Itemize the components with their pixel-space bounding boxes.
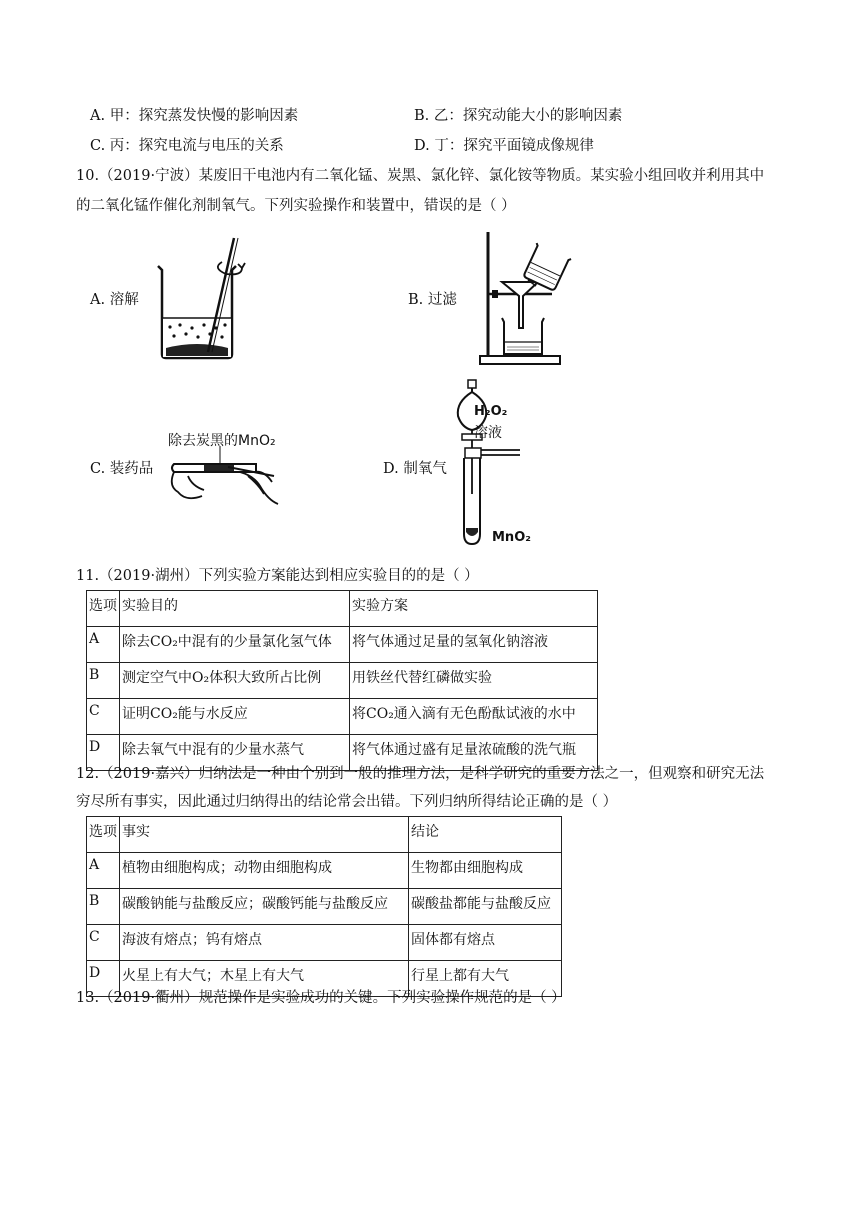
label-mno2-catalyst: MnO₂ [492, 530, 531, 545]
table-cell: 碳酸盐都能与盐酸反应 [409, 889, 562, 925]
table-cell: 行星上都有大气 [409, 961, 562, 997]
loading-reagent-illustration [168, 446, 284, 508]
table-cell: 植物由细胞构成；动物由细胞构成 [120, 853, 409, 889]
table-cell: C [87, 925, 120, 961]
q11-stem: 11.（2019·湖州）下列实验方案能达到相应实验目的的是（ ） [76, 568, 479, 584]
table-cell: 用铁丝代替红磷做实验 [350, 663, 598, 699]
q9-option-a: A. 甲：探究蒸发快慢的影响因素 [90, 108, 299, 124]
table-cell: 测定空气中O₂体积大致所占比例 [120, 663, 350, 699]
table-row [87, 853, 562, 889]
table-row [87, 699, 598, 735]
label-h2o2: H₂O₂ [474, 404, 508, 419]
table-header-cell: 选项 [87, 591, 120, 627]
table-cell: A [87, 627, 120, 663]
table-cell: 火星上有大气；木星上有大气 [120, 961, 409, 997]
table-header-cell: 选项 [87, 817, 120, 853]
q11-table [86, 590, 598, 771]
table-cell: 海波有熔点；钨有熔点 [120, 925, 409, 961]
label-solution: 溶液 [474, 425, 502, 441]
table-cell: B [87, 663, 120, 699]
dissolve-beaker-illustration [150, 232, 250, 362]
table-cell: 固体都有熔点 [409, 925, 562, 961]
table-cell: 将气体通过足量的氢氧化钠溶液 [350, 627, 598, 663]
q10-option-b: B. 过滤 [408, 292, 457, 308]
q9-option-d: D. 丁：探究平面镜成像规律 [414, 138, 594, 154]
table-cell: 将气体通过盛有足量浓硫酸的洗气瓶 [350, 735, 598, 771]
table-header-cell: 结论 [409, 817, 562, 853]
table-cell: B [87, 889, 120, 925]
table-cell: 除去CO₂中混有的少量氯化氢气体 [120, 627, 350, 663]
q9-option-c: C. 丙：探究电流与电压的关系 [90, 138, 284, 154]
table-header-row [87, 817, 562, 853]
table-cell: 将CO₂通入滴有无色酚酞试液的水中 [350, 699, 598, 735]
table-row [87, 663, 598, 699]
table-row [87, 925, 562, 961]
table-cell: A [87, 853, 120, 889]
table-row [87, 627, 598, 663]
table-header-cell: 实验方案 [350, 591, 598, 627]
q12-table [86, 816, 562, 997]
table-cell: D [87, 735, 120, 771]
label-mno2-removed-carbon: 除去炭黑的MnO₂ [168, 433, 276, 449]
table-cell: 生物都由细胞构成 [409, 853, 562, 889]
q13-stem: 13.（2019·衢州）规范操作是实验成功的关键。下列实验操作规范的是（ ） [76, 990, 566, 1006]
q10-stem-line2: 的二氧化锰作催化剂制氧气。下列实验操作和装置中，错误的是（ ） [76, 198, 516, 214]
q9-option-b: B. 乙：探究动能大小的影响因素 [414, 108, 623, 124]
table-header-row [87, 591, 598, 627]
table-header-cell: 实验目的 [120, 591, 350, 627]
table-row [87, 889, 562, 925]
q12-stem-line2: 穷尽所有事实，因此通过归纳得出的结论常会出错。下列归纳所得结论正确的是（ ） [76, 794, 618, 810]
table-cell: 证明CO₂能与水反应 [120, 699, 350, 735]
table-cell: C [87, 699, 120, 735]
table-cell: 碳酸钠能与盐酸反应；碳酸钙能与盐酸反应 [120, 889, 409, 925]
table-cell: D [87, 961, 120, 997]
q10-option-d: D. 制氧气 [383, 461, 447, 477]
q12-stem-line1: 12.（2019·嘉兴）归纳法是一种由个别到一般的推理方法，是科学研究的重要方法之一，但观察和研究无法 [76, 766, 765, 782]
q10-option-a: A. 溶解 [90, 292, 139, 308]
q10-option-c: C. 装药品 [90, 461, 154, 477]
q10-stem-line1: 10.（2019·宁波）某废旧干电池内有二氧化锰、炭黑、氯化锌、氯化铵等物质。某实验小组回收并利用其中 [76, 168, 765, 184]
filtration-illustration [476, 228, 576, 368]
table-header-cell: 事实 [120, 817, 409, 853]
table-cell: 除去氧气中混有的少量水蒸气 [120, 735, 350, 771]
